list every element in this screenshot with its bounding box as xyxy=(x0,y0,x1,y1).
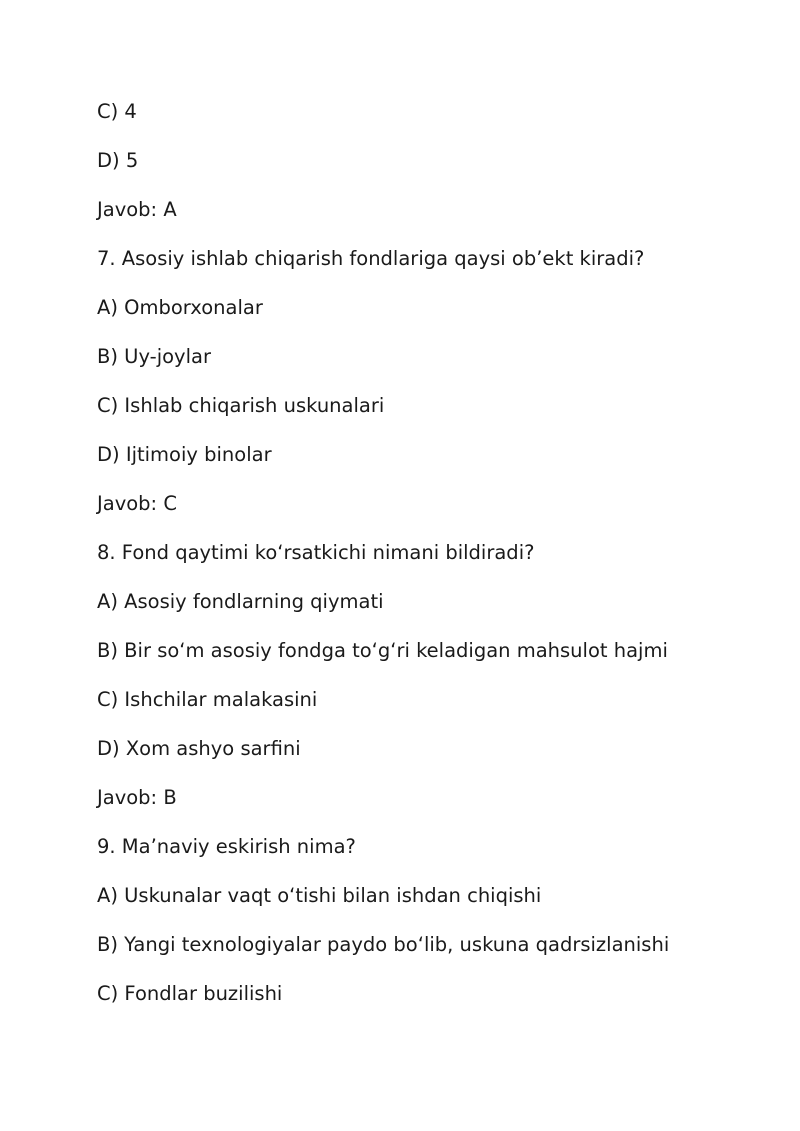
option-c-q7: C) Ishlab chiqarish uskunalari xyxy=(97,394,385,417)
option-b-q7: B) Uy-joylar xyxy=(97,345,211,368)
answer-q6: Javob: A xyxy=(97,198,177,221)
answer-q7: Javob: C xyxy=(97,492,177,515)
option-c-q9: C) Fondlar buzilishi xyxy=(97,982,283,1005)
answer-q8: Javob: B xyxy=(97,786,177,809)
option-a-q7: A) Omborxonalar xyxy=(97,296,263,319)
quiz-text-block xyxy=(97,95,777,1026)
option-c-q6: C) 4 xyxy=(97,100,137,123)
option-b-q9: B) Yangi texnologiyalar paydo bo‘lib, uskuna qadrsizlanishi xyxy=(97,933,670,956)
option-a-q8: A) Asosiy fondlarning qiymati xyxy=(97,590,384,613)
option-c-q8: C) Ishchilar malakasini xyxy=(97,688,318,711)
option-d-q7: D) Ijtimoiy binolar xyxy=(97,443,272,466)
option-d-q6: D) 5 xyxy=(97,149,139,172)
question-8: 8. Fond qaytimi ko‘rsatkichi nimani bildiradi? xyxy=(97,541,535,564)
question-7: 7. Asosiy ishlab chiqarish fondlariga qaysi ob’ekt kiradi? xyxy=(97,247,645,270)
option-b-q8: B) Bir so‘m asosiy fondga to‘g‘ri keladigan mahsulot hajmi xyxy=(97,639,668,662)
question-9: 9. Ma’naviy eskirish nima? xyxy=(97,835,356,858)
option-a-q9: A) Uskunalar vaqt o‘tishi bilan ishdan chiqishi xyxy=(97,884,542,907)
option-d-q8: D) Xom ashyo sarfini xyxy=(97,737,301,760)
